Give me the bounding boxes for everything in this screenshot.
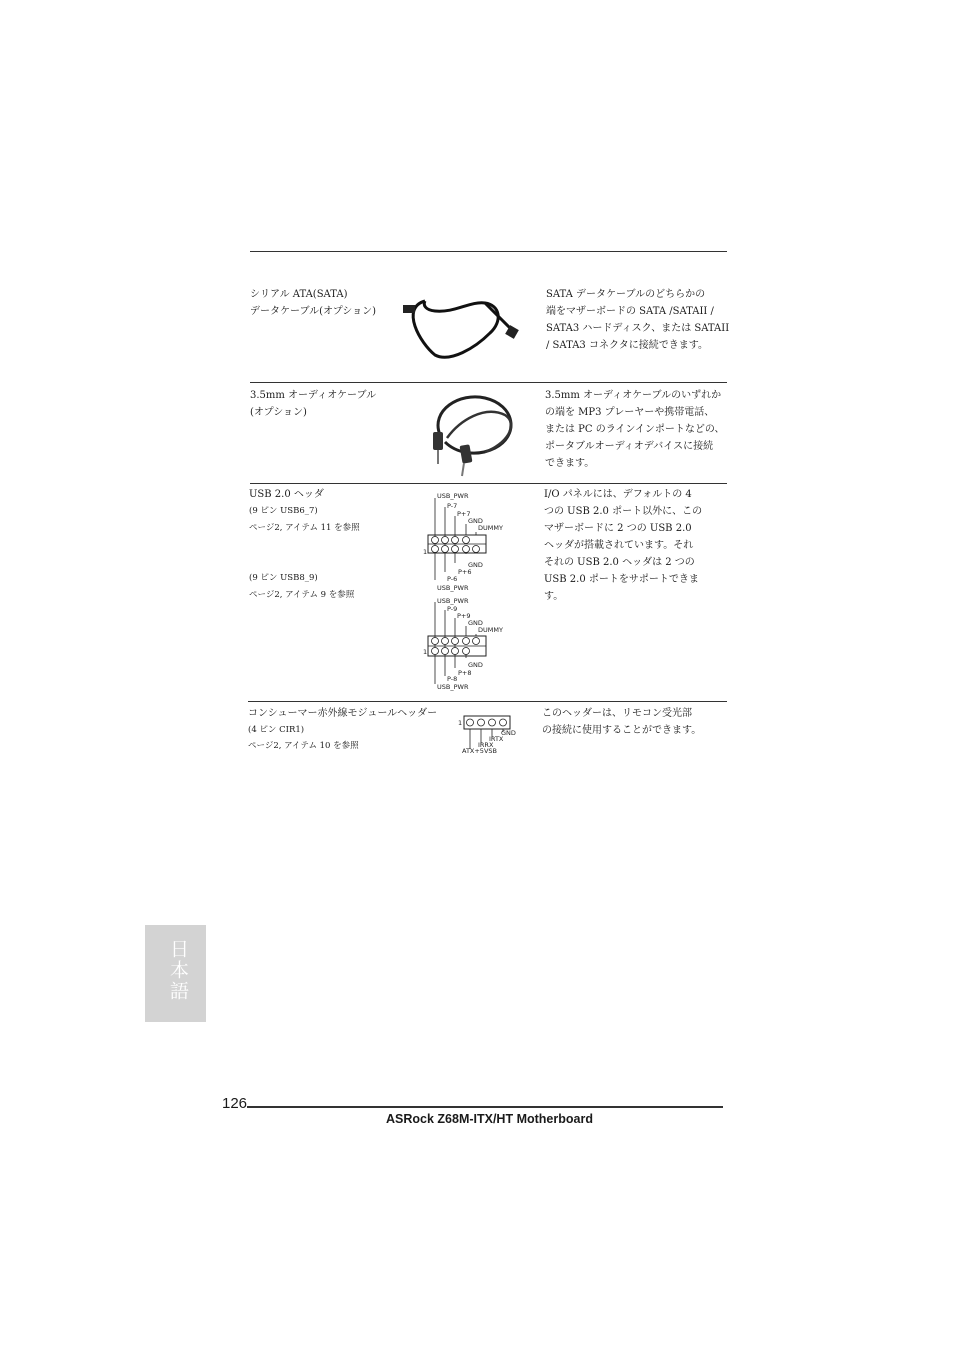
row-divider [248, 701, 727, 702]
cir-desc-line: の接続に使用することができます。 [542, 725, 702, 736]
cir-header-diagram [456, 713, 526, 758]
usb-desc-line: つの USB 2.0 ポート以外に、この [544, 506, 703, 517]
sata-title: シリアル ATA(SATA) [250, 289, 348, 300]
audio-desc-line: の端を MP3 プレーヤーや携帯電話、 [545, 407, 715, 418]
footer-rule [247, 1106, 723, 1108]
audio-description [545, 387, 725, 472]
sata-desc-line: SATA3 ハードディスク、または SATAII [546, 323, 730, 334]
audio-desc-line: または PC のラインインポートなどの、 [545, 424, 725, 435]
top-rule [250, 251, 727, 252]
usb-ref-1: ページ2, アイテム 11 を参照 [249, 523, 360, 533]
cir-desc-line: このヘッダーは、リモコン受光部 [542, 708, 692, 719]
usb-title: USB 2.0 ヘッダ [249, 489, 324, 500]
audio-title-2: (オプション) [250, 407, 307, 418]
pin-label: DUMMY [478, 524, 503, 532]
pin-label: P+6 [458, 568, 472, 576]
audio-desc-line: ポータブルオーディオデバイスに接続 [545, 441, 714, 452]
page-number: 126 [222, 1095, 248, 1112]
pin-label: P-9 [447, 605, 458, 613]
cir-title: コンシューマー赤外線モジュールヘッダー [248, 708, 438, 719]
language-label: 日本語 [167, 939, 189, 1002]
footer-title: ASRock Z68M-ITX/HT Motherboard [386, 1112, 593, 1126]
pin-label: P+9 [457, 612, 471, 620]
pin-label: GND [468, 619, 483, 627]
usb-ref-2: ページ2, アイテム 9 を参照 [249, 590, 355, 600]
pin-label: GND [501, 729, 516, 737]
pin-label: P+8 [458, 669, 472, 677]
audio-desc-line: 3.5mm オーディオケーブルのいずれか [545, 390, 722, 401]
pin-label: USB_PWR [437, 683, 469, 691]
cir-description [542, 705, 701, 739]
sata-title-2: データケーブル(オプション) [250, 306, 377, 317]
pin-label: IRTX [489, 735, 504, 743]
sata-desc-line: 端をマザーボードの SATA /SATAII / [546, 306, 714, 317]
row-divider [250, 483, 727, 484]
pin-label: 1 [458, 719, 463, 727]
pin-label: USB_PWR [437, 584, 469, 592]
pin-label: GND [468, 561, 483, 569]
language-side-tab [145, 925, 206, 1022]
usb-description [544, 486, 702, 605]
pin-label: P-8 [447, 675, 458, 683]
sata-description [546, 286, 729, 354]
sata-desc-line: / SATA3 コネクタに接続できます。 [546, 340, 708, 351]
usb-header-diagram-2 [422, 596, 522, 696]
sata-cable-image [395, 293, 525, 363]
usb-header-diagram-1 [422, 490, 522, 595]
pin-label: GND [468, 661, 483, 669]
usb-pin-1: (9 ピン USB6_7) [249, 506, 318, 516]
pin-label: GND [468, 517, 483, 525]
pin-label: ATX+5VSB [462, 747, 497, 755]
audio-cable-image [415, 390, 530, 480]
usb-desc-line: USB 2.0 ポートをサポートできま [544, 574, 699, 585]
pin-label: IRRX [478, 741, 494, 749]
audio-desc-line: できます。 [545, 458, 595, 469]
pin-label: 1 [423, 648, 428, 656]
usb-desc-line: それの USB 2.0 ヘッダは 2 つの [544, 557, 695, 568]
usb-desc-line: ヘッダが搭載されています。それ [544, 540, 694, 551]
pin-label: DUMMY [478, 626, 503, 634]
pin-label: 1 [423, 548, 428, 556]
usb-desc-line: す。 [544, 591, 564, 602]
pin-label: P-7 [447, 502, 458, 510]
pin-label: P-6 [447, 575, 458, 583]
pin-label: USB_PWR [437, 492, 469, 500]
usb-desc-line: マザーボードに 2 つの USB 2.0 [544, 523, 692, 534]
cir-ref: ページ2, アイテム 10 を参照 [248, 741, 359, 751]
usb-pin-2: (9 ピン USB8_9) [249, 573, 318, 583]
row-divider [250, 382, 727, 383]
sata-desc-line: SATA データケーブルのどちらかの [546, 289, 706, 300]
audio-title: 3.5mm オーディオケーブル [250, 390, 377, 401]
pin-label: USB_PWR [437, 597, 469, 605]
pin-label: P+7 [457, 510, 471, 518]
cir-pin: (4 ピン CIR1) [248, 725, 305, 735]
usb-desc-line: I/O パネルには、デフォルトの 4 [544, 489, 692, 500]
